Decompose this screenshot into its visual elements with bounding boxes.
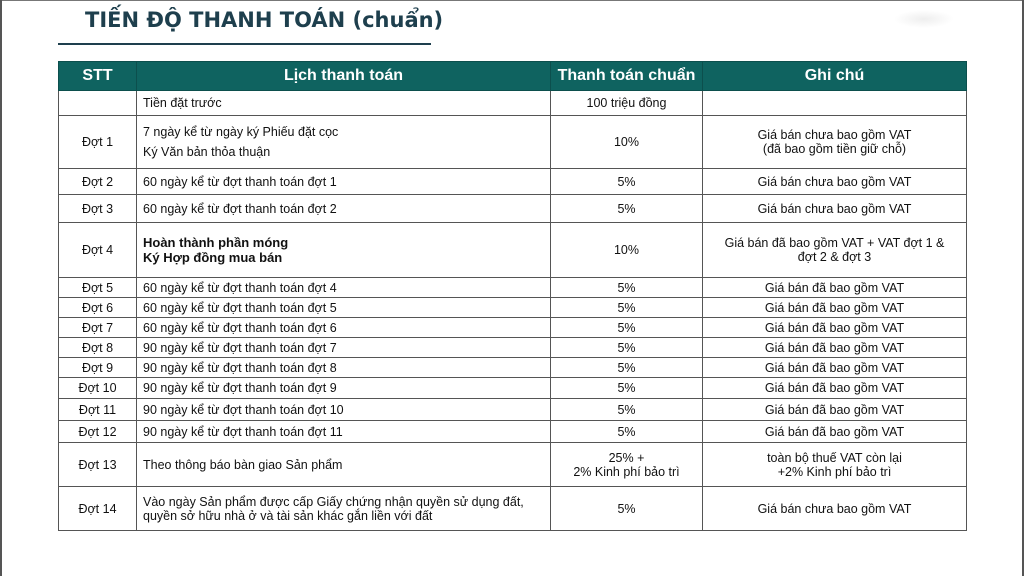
cell-stt: Đợt 6: [59, 298, 137, 318]
cell-schedule: [137, 91, 551, 116]
header-schedule: Lịch thanh toán: [137, 62, 551, 91]
cell-amount-line: 10%: [613, 243, 640, 257]
cell-note: [703, 116, 967, 169]
cell-note: [703, 338, 967, 358]
cell-schedule: [137, 318, 551, 338]
cell-note: [703, 318, 967, 338]
cell-amount-line: 10%: [613, 135, 640, 149]
cell-schedule: [137, 358, 551, 378]
cell-amount-line: 5%: [617, 300, 636, 315]
cell-schedule: [137, 195, 551, 223]
cell-schedule-line: Ký Văn bản thỏa thuận: [143, 145, 271, 159]
cell-note-line: Giá bán đã bao gồm VAT + VAT đợt 1 &: [724, 236, 945, 250]
frame-top-border: [0, 0, 1024, 1]
header-stt: STT: [59, 62, 137, 91]
cell-schedule-line: 90 ngày kể từ đợt thanh toán đợt 11: [143, 424, 343, 439]
cell-schedule: [137, 399, 551, 421]
cell-note-line: Giá bán chưa bao gồm VAT: [757, 201, 912, 216]
cell-schedule-line: 90 ngày kể từ đợt thanh toán đợt 9: [143, 381, 337, 395]
cell-note-line: Giá bán chưa bao gồm VAT: [757, 501, 912, 516]
cell-amount: [551, 399, 703, 421]
cell-note: [703, 378, 967, 399]
cell-amount-line: 5%: [617, 424, 636, 439]
cell-note: [703, 298, 967, 318]
cell-schedule-line: Theo thông báo bàn giao Sản phẩm: [143, 457, 343, 472]
table-row: [59, 487, 967, 531]
table-row: [59, 116, 967, 169]
cell-schedule-line: 60 ngày kể từ đợt thanh toán đợt 2: [143, 201, 337, 216]
cell-stt: Đợt 1: [59, 116, 137, 169]
table-row: [59, 378, 967, 399]
cell-note-line: Giá bán chưa bao gồm VAT: [757, 174, 912, 189]
cell-stt: Đợt 3: [59, 195, 137, 223]
cell-note-line: +2% Kinh phí bảo trì: [777, 464, 892, 479]
cell-stt: Đợt 14: [59, 487, 137, 531]
cell-schedule: [137, 278, 551, 298]
cell-stt: Đợt 8: [59, 338, 137, 358]
cell-schedule: [137, 338, 551, 358]
cell-amount-line: 25% +: [608, 450, 645, 465]
cell-amount-line: 5%: [617, 201, 636, 216]
cell-amount: [551, 195, 703, 223]
cell-note-line: toàn bộ thuế VAT còn lại: [767, 450, 902, 465]
cell-stt: Đợt 4: [59, 223, 137, 278]
cell-amount: [551, 443, 703, 487]
cell-amount: [551, 487, 703, 531]
cell-amount-line: 2% Kinh phí bảo trì: [573, 464, 680, 479]
cell-note: [703, 169, 967, 195]
cell-amount: [551, 278, 703, 298]
header-note: Ghi chú: [703, 62, 967, 91]
cell-schedule-line: 60 ngày kể từ đợt thanh toán đợt 1: [143, 174, 337, 189]
page-title: TIẾN ĐỘ THANH TOÁN (chuẩn): [85, 8, 444, 32]
cell-amount: [551, 358, 703, 378]
cell-stt: Đợt 11: [59, 399, 137, 421]
cell-amount: [551, 378, 703, 399]
cell-schedule: [137, 116, 551, 169]
table-row: [59, 338, 967, 358]
cell-note: [703, 399, 967, 421]
cell-stt: Đợt 12: [59, 421, 137, 443]
cell-schedule: [137, 298, 551, 318]
table-row: [59, 223, 967, 278]
table-row: [59, 399, 967, 421]
cell-amount-line: 5%: [617, 402, 636, 417]
cell-note: [703, 421, 967, 443]
cell-amount-line: 5%: [617, 320, 636, 335]
cell-schedule-line: Tiền đặt trước: [143, 96, 222, 110]
cell-schedule-line: 90 ngày kể từ đợt thanh toán đợt 8: [143, 360, 337, 375]
title-underline: [58, 43, 431, 45]
cell-stt: Đợt 5: [59, 278, 137, 298]
payment-schedule-table: [58, 61, 967, 531]
cell-note: [703, 278, 967, 298]
cell-amount-line: 100 triệu đồng: [586, 96, 667, 110]
cell-schedule: [137, 378, 551, 399]
cell-amount: [551, 338, 703, 358]
cell-amount: [551, 298, 703, 318]
cell-note-line: Giá bán đã bao gồm VAT: [764, 360, 905, 375]
cell-note-line: Giá bán đã bao gồm VAT: [764, 320, 905, 335]
header-amount: Thanh toán chuẩn: [551, 62, 703, 91]
cell-note-line: Giá bán đã bao gồm VAT: [764, 424, 905, 439]
cell-schedule-line: 90 ngày kể từ đợt thanh toán đợt 7: [143, 340, 337, 355]
cell-schedule-line: 90 ngày kể từ đợt thanh toán đợt 10: [143, 402, 344, 417]
cell-note-line: Giá bán đã bao gồm VAT: [764, 402, 905, 417]
cell-note-line: Giá bán chưa bao gồm VAT: [757, 128, 912, 142]
cell-schedule-line: 60 ngày kể từ đợt thanh toán đợt 4: [143, 280, 337, 295]
table-header-row: [59, 62, 967, 91]
cell-stt: Đợt 10: [59, 378, 137, 399]
table-row: [59, 298, 967, 318]
cell-amount-line: 5%: [617, 360, 636, 375]
cell-amount: [551, 116, 703, 169]
table-row: [59, 195, 967, 223]
cell-note-line: (đã bao gồm tiền giữ chỗ): [762, 142, 907, 156]
table-row: [59, 443, 967, 487]
cell-schedule-line: Hoàn thành phần móng: [143, 235, 289, 250]
cell-schedule: [137, 169, 551, 195]
cell-schedule-line: Ký Hợp đồng mua bán: [143, 250, 283, 265]
cell-stt: Đợt 9: [59, 358, 137, 378]
table-row: [59, 278, 967, 298]
table-row: [59, 358, 967, 378]
cell-schedule: [137, 421, 551, 443]
cell-stt: Đợt 2: [59, 169, 137, 195]
cell-note: [703, 358, 967, 378]
cell-note-line: đợt 2 & đợt 3: [797, 250, 872, 264]
table-row: [59, 421, 967, 443]
cell-amount-line: 5%: [617, 280, 636, 295]
cell-amount: [551, 91, 703, 116]
cell-amount-line: 5%: [617, 340, 636, 355]
cell-note: [703, 487, 967, 531]
cell-amount-line: 5%: [617, 501, 636, 516]
cell-stt: [59, 91, 137, 116]
frame-left-border: [0, 0, 2, 576]
watermark: [894, 10, 954, 28]
cell-schedule: [137, 487, 551, 531]
cell-schedule-line: 60 ngày kể từ đợt thanh toán đợt 5: [143, 300, 337, 315]
cell-stt: Đợt 7: [59, 318, 137, 338]
table-row: [59, 169, 967, 195]
table-row: [59, 91, 967, 116]
cell-note-line: Giá bán đã bao gồm VAT: [764, 340, 905, 355]
cell-schedule-line: Vào ngày Sản phẩm được cấp Giấy chứng nhận quyền sử dụng đất,: [143, 494, 524, 509]
cell-schedule-line: 60 ngày kể từ đợt thanh toán đợt 6: [143, 320, 337, 335]
cell-schedule: [137, 223, 551, 278]
cell-schedule-line: 7 ngày kể từ ngày ký Phiếu đặt cọc: [143, 125, 339, 139]
cell-note-line: Giá bán đã bao gồm VAT: [764, 381, 905, 395]
cell-schedule: [137, 443, 551, 487]
cell-note: [703, 195, 967, 223]
cell-stt: Đợt 13: [59, 443, 137, 487]
cell-amount-line: 5%: [617, 381, 636, 395]
cell-note-line: Giá bán đã bao gồm VAT: [764, 280, 905, 295]
table-row: [59, 318, 967, 338]
cell-note-line: Giá bán đã bao gồm VAT: [764, 300, 905, 315]
cell-amount: [551, 223, 703, 278]
cell-amount-line: 5%: [617, 174, 636, 189]
cell-amount: [551, 318, 703, 338]
cell-amount: [551, 169, 703, 195]
cell-note: [703, 91, 967, 116]
cell-note: [703, 223, 967, 278]
cell-note: [703, 443, 967, 487]
cell-amount: [551, 421, 703, 443]
cell-schedule-line: quyền sở hữu nhà ở và tài sản khác gắn liền với đất: [143, 508, 433, 523]
